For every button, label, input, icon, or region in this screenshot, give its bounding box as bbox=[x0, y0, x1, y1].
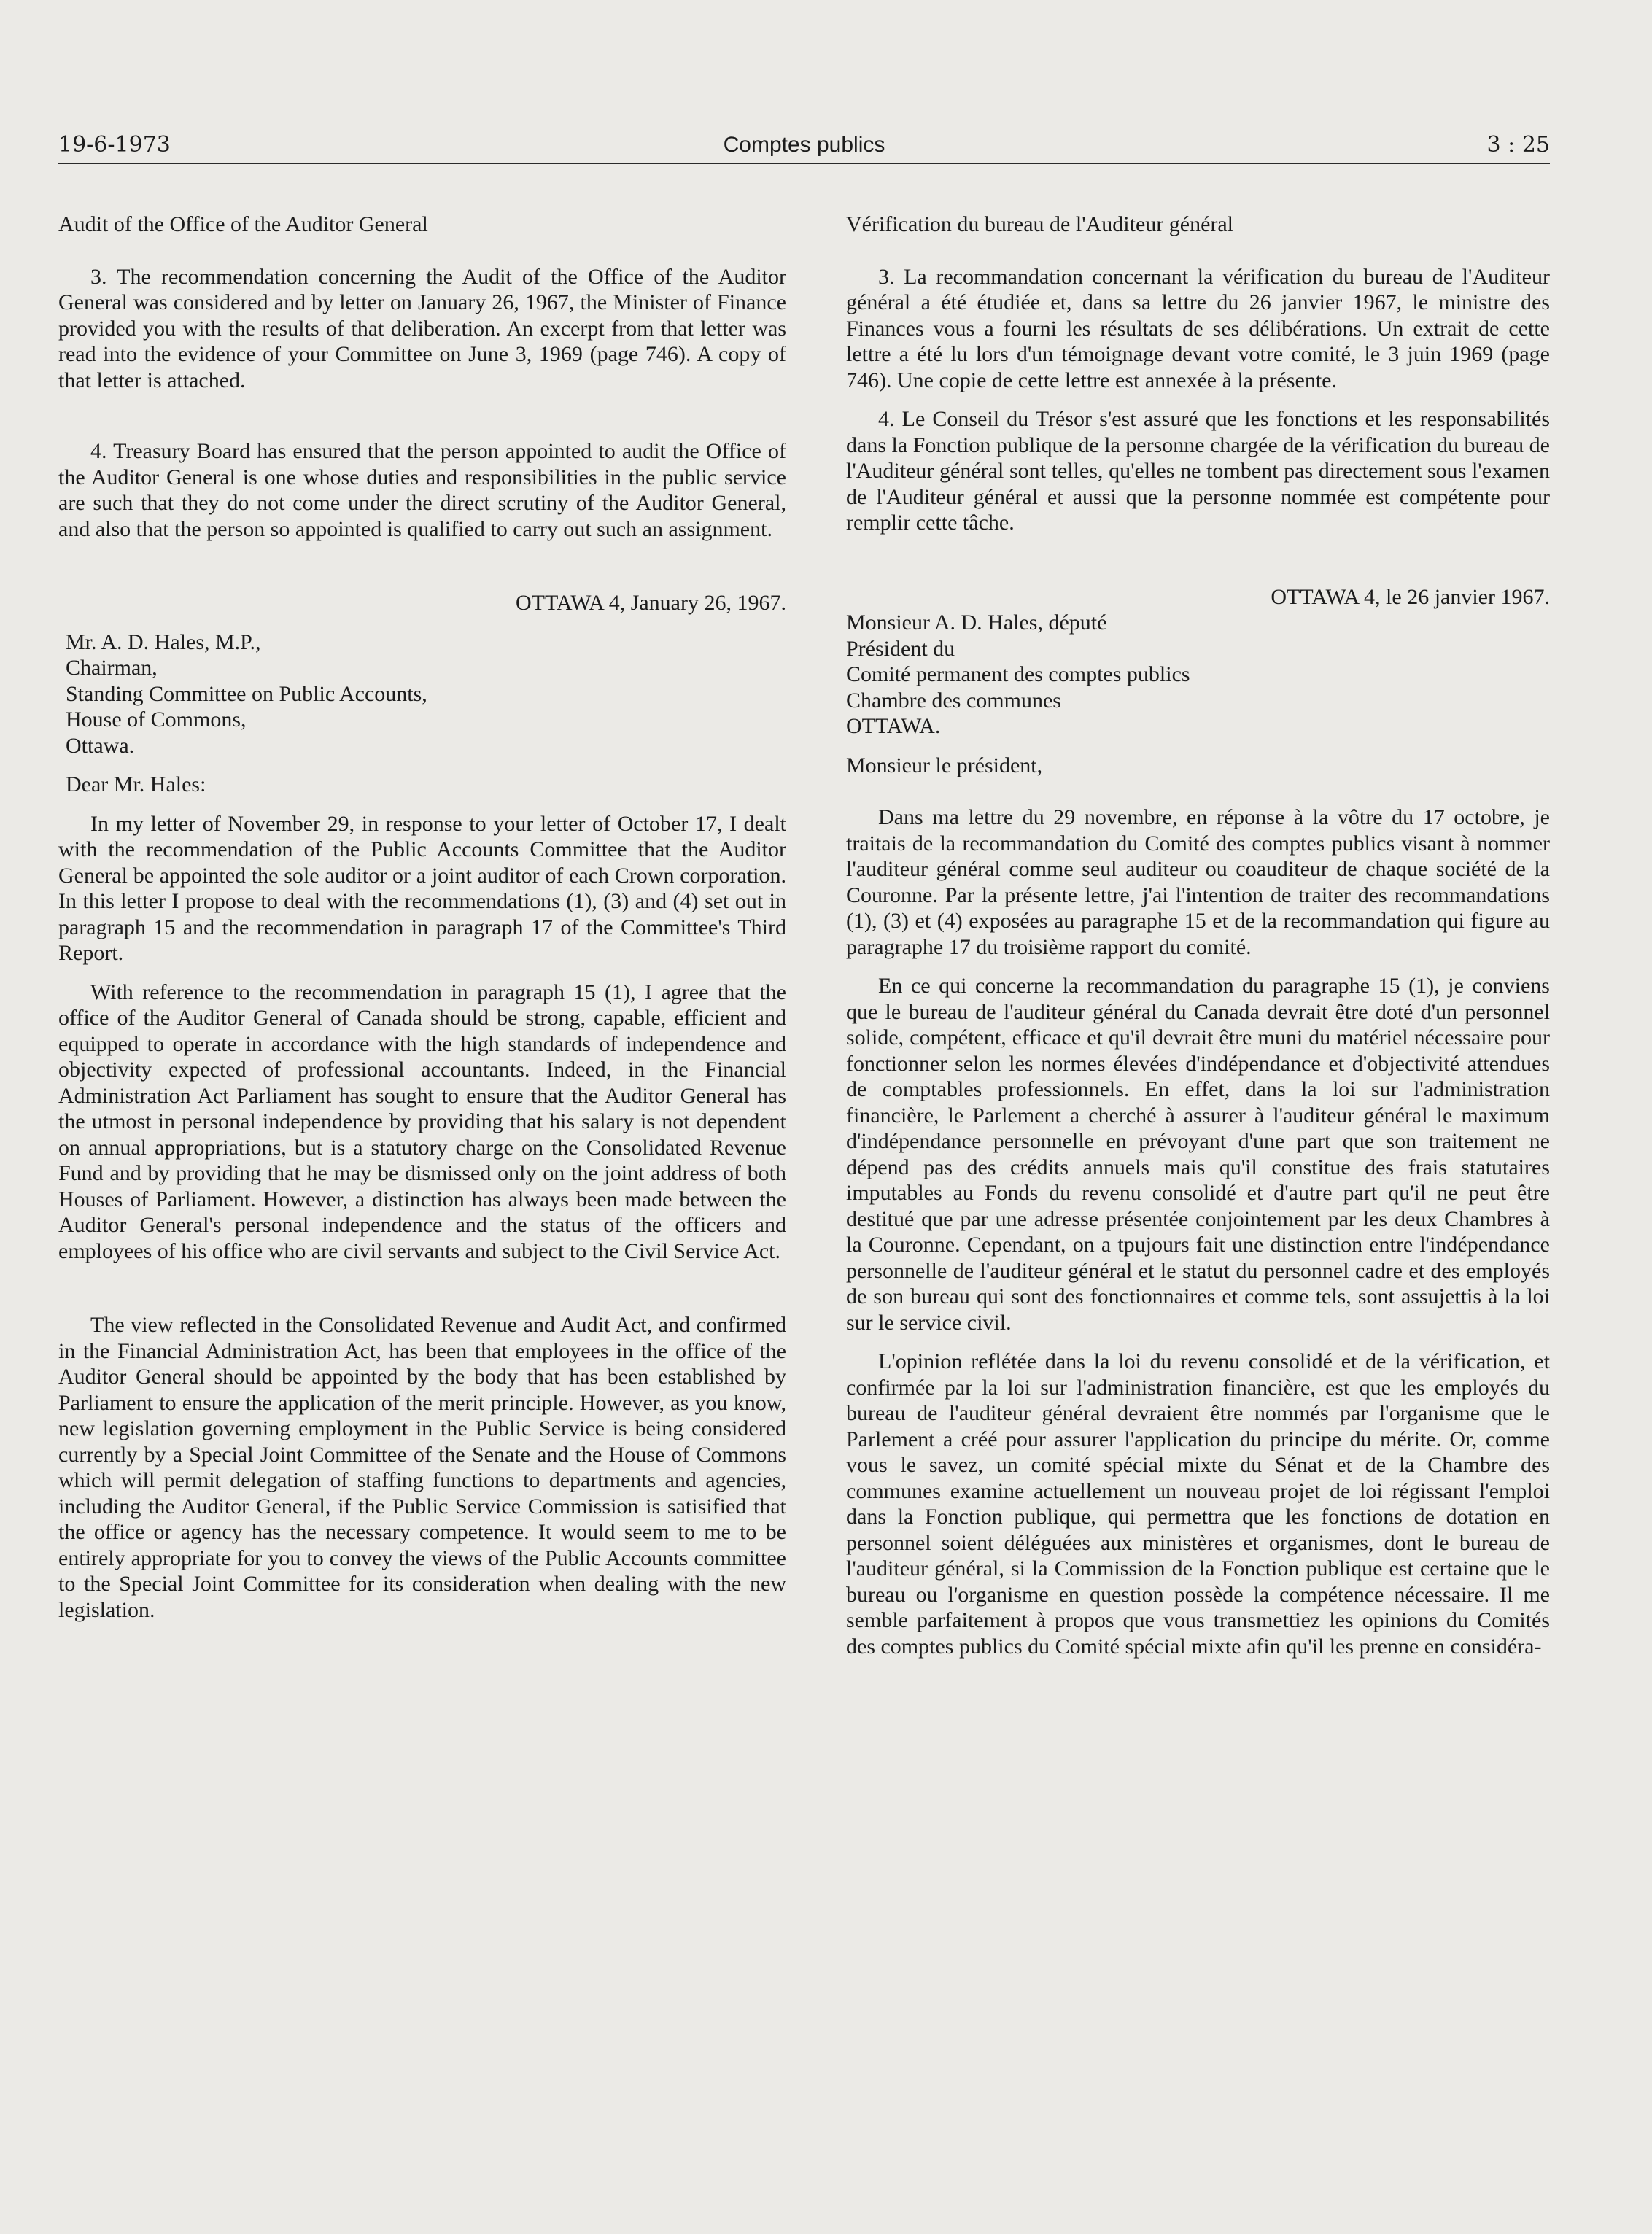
address-line: Standing Committee on Public Accounts, bbox=[66, 681, 427, 706]
header-rule bbox=[58, 163, 1550, 164]
running-header bbox=[58, 125, 1550, 160]
letter-paragraph-2: En ce qui concerne la recommandation du paragraphe 15 (1), je conviens que le bureau de l'auditeur général du Canada devrait être doté d'un personnel solide, compétent, efficace et qu'il devrait être muni du matériel nécessaire pour fonctionner selon les normes élevées d'indépendance et d'objectivité attendues de comptables professionnels. En effet, dans la loi sur l'administration financière, le Parlement a cherché à assurer à l'auditeur général le maximum d'indépendance personnelle en prévoyant d'une part que son traitement ne dépend pas des crédits annuels mais qu'il constitue des frais statutaires imputables au Fonds du revenu consolidé et d'autre part qu'il ne peut être destitué que par une adresse présentée conjointement par les deux Chambres à la Couronne. Cependant, on a tpujours fait une distinction entre l'indépendance personnelle de l'auditeur général et le statut du personnel cadre et des employés de son bureau qui sont des fonctionnaires et comme tels, sont assujettis à la loi sur le service civil. bbox=[846, 974, 1550, 1335]
address-line: Comité permanent des comptes publics bbox=[846, 662, 1190, 686]
letter-paragraph-1: Dans ma lettre du 29 novembre, en réponse à la vôtre du 17 octobre, je traitais de la recommandation du Comité des comptes publics visant à nommer l'auditeur général comme seul auditeur ou coauditeur de chaque société de la Couronne. Par la présente lettre, j'ai l'intention de traiter des recommandations (1), (3) et (4) exposées au paragraphe 15 et de la recommandation qui figure au paragraphe 17 du troisième rapport du comité. bbox=[846, 805, 1550, 959]
paragraph-3: 3. La recommandation concernant la vérification du bureau de l'Auditeur général a été étudiée et, dans sa lettre du 26 janvier 1967, le ministre des Finances vous a fourni les résultats de ses délibérations. Un extrait de cette lettre a été lu lors d'un témoignage devant votre comité, le 3 juin 1969 (page 746). Une copie de cette lettre est annexée à la présente. bbox=[846, 264, 1550, 392]
french-column bbox=[846, 212, 1550, 1659]
header-title: Comptes publics bbox=[723, 133, 885, 157]
letter-address bbox=[58, 629, 786, 759]
paragraph-4: 4. Le Conseil du Trésor s'est assuré que les fonctions et les responsabilités dans la Fonction publique de la personne chargée de la vérification du bureau de l'Auditeur général sont telles, qu'elles ne tombent pas directement sous l'examen de l'Auditeur général et aussi que la personne nommée est compétente pour remplir cette tâche. bbox=[846, 407, 1550, 535]
address-line: Chambre des communes bbox=[846, 688, 1061, 713]
section-heading: Audit of the Office of the Auditor General bbox=[58, 212, 428, 236]
address-line: OTTAWA. bbox=[846, 714, 941, 738]
address-line: Monsieur A. D. Hales, député bbox=[846, 610, 1107, 635]
paragraph-4: 4. Treasury Board has ensured that the person appointed to audit the Office of the Auditor General is one whose duties and responsibilities in the public service are such that they do not come under the direct scrutiny of the Auditor General, and also that the person so appointed is qualified to carry out such an assignment. bbox=[58, 439, 786, 541]
section-heading: Vérification du bureau de l'Auditeur général bbox=[846, 212, 1234, 236]
header-page-number: 3 : 25 bbox=[1486, 132, 1550, 158]
letter-paragraph-2: With reference to the recommendation in paragraph 15 (1), I agree that the office of the Auditor General of Canada should be strong, capable, efficient and equipped to operate in accordance with the high standards of independence and objectivity expected of professional accountants. Indeed, in the Financial Administration Act Parliament has sought to ensure that the Auditor General has the utmost in personal independence by providing that his salary is not dependent on annual appropriations, but is a statutory charge on the Consolidated Revenue Fund and by providing that he may be dismissed only on the joint address of both Houses of Parliament. However, a distinction has always been made between the Auditor General's personal independence and the status of the officers and employees of his office who are civil servants and subject to the Civil Service Act. bbox=[58, 980, 786, 1263]
letter-paragraph-1: In my letter of November 29, in response to your letter of October 17, I dealt with the recommendation of the Public Accounts Committee that the Auditor General be appointed the sole auditor or a joint auditor of each Crown corporation. In this letter I propose to deal with the recommendations (1), (3) and (4) set out in paragraph 15 and the recommendation in paragraph 17 of the Committee's Third Report. bbox=[58, 811, 786, 965]
address-line: Mr. A. D. Hales, M.P., bbox=[66, 629, 261, 654]
letter-address bbox=[846, 610, 1550, 740]
paragraph-3: 3. The recommendation concerning the Audit of the Office of the Auditor General was considered and by letter on January 26, 1967, the Minister of Finance provided you with the results of that deliberation. An excerpt from that letter was read into the evidence of your Committee on June 3, 1969 (page 746). A copy of that letter is attached. bbox=[58, 264, 786, 392]
english-column bbox=[58, 212, 786, 1623]
letter-salutation: Monsieur le président, bbox=[846, 753, 1043, 777]
letter-dateline: OTTAWA 4, le 26 janvier 1967. bbox=[1271, 584, 1550, 609]
address-line: Président du bbox=[846, 636, 955, 661]
letter-paragraph-3: L'opinion reflétée dans la loi du revenu consolidé et de la vérification, et confirmée par la loi sur l'administration financière, est que les employés du bureau de l'auditeur général devraient être nommés par l'organisme que le Parlement a créé pour assurer l'application du principe du mérite. Or, comme vous le savez, un comité spécial mixte du Sénat et de la Chambre des communes examine actuellement un nouveau projet de loi régissant l'emploi dans la Fonction publique, qui permettra que les fonctions de dotation en personnel soient déléguées aux ministères et organismes, dont le bureau de l'auditeur général, si la Commission de la Fonction publique est certaine que le bureau ou l'organisme en question possède la compétence nécessaire. Il me semble parfaitement à propos que vous transmettiez les opinions du Comités des comptes publics du Comité spécial mixte afin qu'il les prenne en considéra- bbox=[846, 1349, 1550, 1659]
address-line: House of Commons, bbox=[66, 707, 247, 732]
letter-salutation: Dear Mr. Hales: bbox=[66, 772, 206, 796]
header-date: 19-6-1973 bbox=[58, 132, 171, 158]
letter-paragraph-3: The view reflected in the Consolidated Revenue and Audit Act, and confirmed in the Financial Administration Act, has been that employees in the office of the Auditor General should be appointed by the body that has been established by Parliament to ensure the application of the merit principle. However, as you know, new legislation governing employment in the Public Service is being considered currently by a Special Joint Committee of the Senate and the House of Commons which will permit delegation of staffing functions to departments and agencies, including the Auditor General, if the Public Service Commission is satisified that the office or agency has the necessary competence. It would seem to me to be entirely appropriate for you to convey the views of the Public Accounts committee to the Special Joint Committee for its consideration when dealing with the new legislation. bbox=[58, 1313, 786, 1622]
address-line: Chairman, bbox=[66, 656, 158, 680]
letter-dateline: OTTAWA 4, January 26, 1967. bbox=[516, 591, 786, 615]
address-line: Ottawa. bbox=[66, 733, 135, 758]
